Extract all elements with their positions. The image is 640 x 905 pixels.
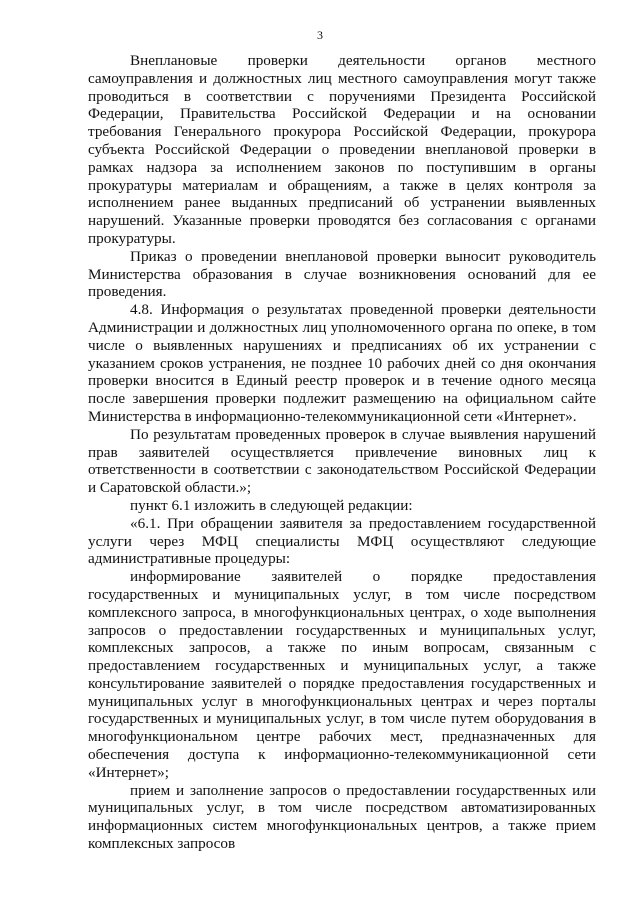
paragraph-4-8-inspection-results: 4.8. Информация о результатах проведенной проверки деятельности Администрации и должностных лиц уполномоченного органа по опеке, в том числе о выявленных нарушениях и предписаниях об их устранении с указанием сроков устранения, не позднее 10 рабочих дней со дня окончания проверки вносится в Единый реестр проверок и в течение одного месяца после завершения проверки подлежит размещению на официальном сайте Министерства в информационно-телекоммуникационной сети «Интернет». <box>88 301 596 425</box>
list-item-informing-applicants: информирование заявителей о порядке предоставления государственных и муниципальных услуг, в том числе посредством комплексного запроса, в многофункциональных центрах, о ходе выполнения запросов о предоставлении государственных и муниципальных услуг, комплексных запросов, а также по иным вопросам, связанным с предоставлением государственных и муниципальных услуг, а также консультирование заявителей о порядке предоставления государственных и муниципальных услуг в многофункциональных центрах и через порталы государственных и муниципальных услуг, в том числе путем оборудования в многофункциональном центре рабочих мест, предназначенных для обеспечения доступа к информационно-телекоммуникационной сети «Интернет»; <box>88 568 596 781</box>
paragraph-inspection-order: Приказ о проведении внеплановой проверки выносит руководитель Министерства образования в случае возникновения оснований для ее проведения. <box>88 247 596 301</box>
document-body <box>88 52 596 853</box>
paragraph-violation-liability: По результатам проведенных проверок в случае выявления нарушений прав заявителей осуществляется привлечение виновных лиц к ответственности в соответствии с законодательством Российской Федерации и Саратовской области.»; <box>88 425 596 497</box>
paragraph-unscheduled-inspections: Внеплановые проверки деятельности органов местного самоуправления и должностных лиц местного самоуправления могут также проводиться в соответствии с поручениями Президента Российской Федерации, Правительства Российской Федерации и на основании требования Генерального прокурора Российской Федерации, прокурора субъекта Российской Федерации о проведении внеплановой проверки в рамках надзора за исполнением законов по поступившим в органы прокуратуры материалам и обращениям, а также в целях контроля за исполнением ранее выданных предписаний об устранении выявленных нарушений. Указанные проверки проводятся без согласования с органами прокуратуры. <box>88 52 596 247</box>
paragraph-6-1-mfc-procedures: «6.1. При обращении заявителя за предоставлением государственной услуги через МФЦ специалисты МФЦ осуществляют следующие административные процедуры: <box>88 514 596 568</box>
list-item-request-intake: прием и заполнение запросов о предоставлении государственных или муниципальных услуг, в том числе посредством автоматизированных информационных систем многофункциональных центров, а также прием комплексных запросов <box>88 781 596 853</box>
paragraph-clause-6-1-intro: пункт 6.1 изложить в следующей редакции: <box>130 496 413 514</box>
page-number: 3 <box>317 28 323 42</box>
